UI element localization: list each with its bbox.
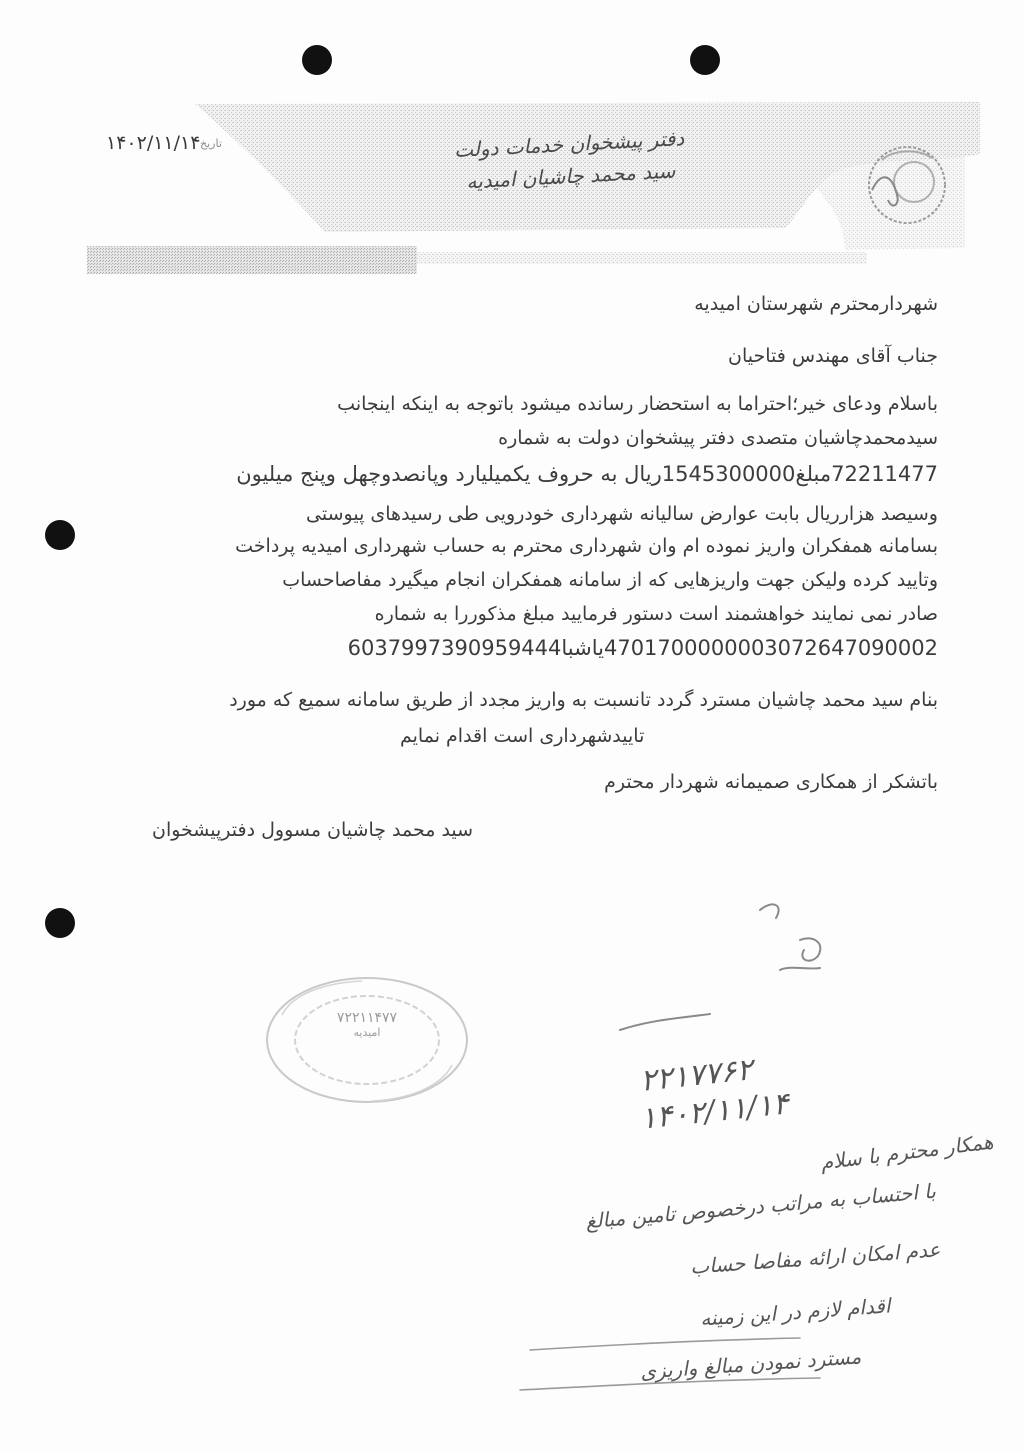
body-line: بسامانه همفکران واریز نموده ام وان شهرداری محترم به حساب شهرداری امیدیه پرداخت — [235, 535, 938, 557]
body-line: 72211477مبلغ1545300000ریال به حروف یکمیلیارد وپانصدوچهل وپنج میلیون — [236, 462, 938, 486]
signature-line: سید محمد چاشیان مسوول دفترپیشخوان — [152, 819, 474, 841]
punch-hole-left-lower — [45, 908, 75, 938]
recipient-line: شهردارمحترم شهرستان امیدیه — [694, 293, 938, 315]
closing-line: بنام سید محمد چاشیان مسترد گردد تانسبت به واریز مجدد از طریق سامانه سمیع که مورد — [229, 689, 938, 711]
stamp-number: ۷۲۲۱۱۴۷۷ — [336, 1010, 398, 1026]
handwritten-number: ۲۲۱۷۷۶۲ — [638, 1052, 755, 1099]
handwritten-date: ۱۴۰۲/۱۱/۱۴ — [638, 1086, 791, 1137]
closing-line: تاییدشهرداری است اقدام نمایم — [400, 725, 645, 747]
body-line: وتایید کرده ولیکن جهت واریزهایی که از سامانه همفکران انجام میگیرد مفاصاحساب — [282, 569, 938, 591]
account-number-line: 4701700000003072647090002یاشبا6037997390959444 — [347, 636, 938, 660]
letter-date-label: تاریخ — [200, 137, 222, 150]
punch-hole-top-right — [690, 45, 720, 75]
body-line: سیدمحمدچاشیان متصدی دفتر پیشخوان دولت به شماره — [498, 427, 938, 449]
handwritten-note-line: همکار محترم با سلام — [819, 1129, 995, 1175]
body-line: باسلام ودعای خیر؛احتراما به استحضار رسانده میشود باتوجه به اینکه اینجانب — [337, 393, 938, 415]
stamp-city: امیدیه — [353, 1026, 381, 1039]
attention-line: جناب آقای مهندس فتاحیان — [728, 345, 938, 367]
office-name — [439, 121, 702, 199]
office-name-line2: سید محمد چاشیان امیدیه — [465, 158, 676, 194]
body-line: صادر نمی نمایند خواهشمند است دستور فرمایید مبلغ مذکوررا به شماره — [374, 603, 938, 625]
handwritten-note-line: مسترد نمودن مبالغ واریزی — [639, 1344, 862, 1384]
punch-hole-left-middle — [45, 520, 75, 550]
handwritten-note-line: عدم امکان ارائه مفاصا حساب — [689, 1237, 942, 1279]
office-name-line1: دفتر پیشخوان خدمات دولت — [453, 126, 685, 163]
body-line: وسیصد هزارریال بابت عوارض سالیانه شهرداری خودرویی طی رسیدهای پیوستی — [306, 503, 938, 525]
handwritten-note-line: با احتساب به مراتب درخصوص تامین مبالغ — [584, 1178, 937, 1234]
letter-body — [100, 290, 938, 850]
handwritten-note-line: اقدام لازم در این زمینه — [699, 1293, 892, 1331]
punch-hole-top-left — [302, 45, 332, 75]
letter-date: ۱۴۰۲/۱۱/۱۴ — [106, 132, 201, 154]
thanks-line: باتشکر از همکاری صمیمانه شهردار محترم — [604, 771, 938, 793]
office-logo-icon — [862, 140, 952, 230]
